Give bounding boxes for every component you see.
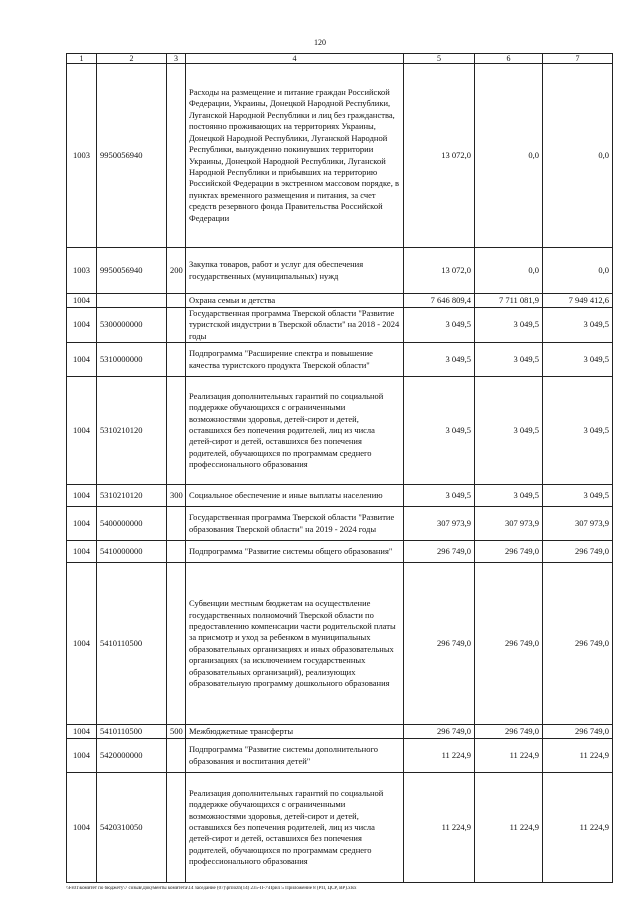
amount-col6-cell: 296 749,0 xyxy=(475,725,543,739)
description-cell: Подпрограмма "Расширение спектра и повышение качества туристского продукта Тверской области" xyxy=(186,343,404,377)
amount-col6-cell: 11 224,9 xyxy=(475,773,543,883)
section-cell: 1004 xyxy=(67,343,97,377)
description-cell: Социальное обеспечение и иные выплаты населению xyxy=(186,485,404,507)
section-cell: 1004 xyxy=(67,773,97,883)
target-code-cell: 5310210120 xyxy=(97,485,167,507)
amount-col6-cell: 307 973,9 xyxy=(475,507,543,541)
description-cell: Охрана семьи и детства xyxy=(186,294,404,308)
target-code-cell xyxy=(97,294,167,308)
amount-col5-cell: 13 072,0 xyxy=(404,248,475,294)
description-cell: Реализация дополнительных гарантий по социальной поддержке обучающихся с ограниченными возможностями здоровья, детей-сирот и детей, оставшихся без попечения родителей, лиц из числа детей-сирот и детей, оставшихся без попечения родителей, обучающихся по программам среднего профессионального образования xyxy=(186,773,404,883)
amount-col5-cell: 11 224,9 xyxy=(404,773,475,883)
amount-col7-cell: 296 749,0 xyxy=(543,541,613,563)
section-cell: 1004 xyxy=(67,294,97,308)
expense-type-cell xyxy=(167,377,186,485)
description-cell: Реализация дополнительных гарантий по социальной поддержке обучающихся с ограниченными возможностями здоровья, детей-сирот и детей, оставшихся без попечения родителей, лиц из числа детей-сирот и детей, оставшихся без попечения родителей, обучающихся по программам среднего профессионального образования xyxy=(186,377,404,485)
description-cell: Межбюджетные трансферты xyxy=(186,725,404,739)
target-code-cell: 5310210120 xyxy=(97,377,167,485)
column-number: 7 xyxy=(543,54,613,64)
target-code-cell: 5400000000 xyxy=(97,507,167,541)
expense-type-cell xyxy=(167,64,186,248)
target-code-cell: 5420000000 xyxy=(97,739,167,773)
amount-col6-cell: 7 711 081,9 xyxy=(475,294,543,308)
target-code-cell: 5410000000 xyxy=(97,541,167,563)
amount-col7-cell: 3 049,5 xyxy=(543,308,613,343)
section-cell: 1003 xyxy=(67,248,97,294)
column-number: 5 xyxy=(404,54,475,64)
description-cell: Государственная программа Тверской области "Развитие туристской индустрии в Тверской области" на 2018 - 2024 годы xyxy=(186,308,404,343)
expense-type-cell xyxy=(167,308,186,343)
amount-col6-cell: 0,0 xyxy=(475,248,543,294)
description-cell: Государственная программа Тверской области "Развитие образования Тверской области" на 2019 - 2024 годы xyxy=(186,507,404,541)
amount-col7-cell: 11 224,9 xyxy=(543,773,613,883)
amount-col7-cell: 3 049,5 xyxy=(543,485,613,507)
amount-col5-cell: 7 646 809,4 xyxy=(404,294,475,308)
amount-col7-cell: 11 224,9 xyxy=(543,739,613,773)
amount-col7-cell: 0,0 xyxy=(543,248,613,294)
column-number: 1 xyxy=(67,54,97,64)
expense-type-cell: 500 xyxy=(167,725,186,739)
amount-col5-cell: 3 049,5 xyxy=(404,343,475,377)
amount-col6-cell: 0,0 xyxy=(475,64,543,248)
target-code-cell: 5410110500 xyxy=(97,725,167,739)
amount-col6-cell: 3 049,5 xyxy=(475,308,543,343)
table-row xyxy=(67,377,613,485)
budget-table xyxy=(66,53,613,883)
amount-col5-cell: 296 749,0 xyxy=(404,725,475,739)
amount-col7-cell: 296 749,0 xyxy=(543,563,613,725)
target-code-cell: 9950056940 xyxy=(97,248,167,294)
target-code-cell: 9950056940 xyxy=(97,64,167,248)
amount-col5-cell: 3 049,5 xyxy=(404,308,475,343)
amount-col6-cell: 3 049,5 xyxy=(475,377,543,485)
column-number: 6 xyxy=(475,54,543,64)
amount-col7-cell: 296 749,0 xyxy=(543,725,613,739)
amount-col5-cell: 296 749,0 xyxy=(404,541,475,563)
amount-col6-cell: 296 749,0 xyxy=(475,563,543,725)
table-row xyxy=(67,507,613,541)
amount-col5-cell: 296 749,0 xyxy=(404,563,475,725)
section-cell: 1004 xyxy=(67,377,97,485)
amount-col6-cell: 3 049,5 xyxy=(475,343,543,377)
amount-col5-cell: 11 224,9 xyxy=(404,739,475,773)
expense-type-cell xyxy=(167,507,186,541)
expense-type-cell xyxy=(167,343,186,377)
amount-col7-cell: 3 049,5 xyxy=(543,343,613,377)
expense-type-cell: 200 xyxy=(167,248,186,294)
table-row xyxy=(67,485,613,507)
target-code-cell: 5410110500 xyxy=(97,563,167,725)
amount-col6-cell: 11 224,9 xyxy=(475,739,543,773)
section-cell: 1004 xyxy=(67,485,97,507)
amount-col7-cell: 7 949 412,6 xyxy=(543,294,613,308)
description-cell: Субвенции местным бюджетам на осуществление государственных полномочий Тверской области по предоставлению компенсации части родительской платы за присмотр и уход за ребенком в муниципальных образовательных организациях и иных образовательных организациях (за исключением государственных образовательных организаций), реализующих образовательную программу дошкольного образования xyxy=(186,563,404,725)
section-cell: 1004 xyxy=(67,739,97,773)
expense-type-cell xyxy=(167,294,186,308)
amount-col7-cell: 3 049,5 xyxy=(543,377,613,485)
section-cell: 1004 xyxy=(67,725,97,739)
amount-col5-cell: 3 049,5 xyxy=(404,485,475,507)
expense-type-cell xyxy=(167,563,186,725)
table-row xyxy=(67,541,613,563)
description-cell: Расходы на размещение и питание граждан Российской Федерации, Украины, Донецкой Народной Республики, Луганской Народной Республики и лиц без гражданства, постоянно проживающих на территориях Украины, Донецкой Народной Республики, Луганской Народной Республики, вынужденно покинувших территории Украины, Донецкой Народной Республики, Луганской Народной Республики и прибывших на территорию Российской Федерации в экстренном массовом порядке, в пунктах временного размещения и питания, за счет средств резервного фонда Правительства Российской Федерации xyxy=(186,64,404,248)
table-row xyxy=(67,248,613,294)
column-number-row xyxy=(67,54,613,64)
table-row xyxy=(67,64,613,248)
section-cell: 1004 xyxy=(67,507,97,541)
expense-type-cell xyxy=(167,541,186,563)
description-cell: Подпрограмма "Развитие системы общего образования" xyxy=(186,541,404,563)
target-code-cell: 5310000000 xyxy=(97,343,167,377)
description-cell: Подпрограмма "Развитие системы дополнительного образования и воспитания детей" xyxy=(186,739,404,773)
column-number: 4 xyxy=(186,54,404,64)
section-cell: 1003 xyxy=(67,64,97,248)
amount-col7-cell: 307 973,9 xyxy=(543,507,613,541)
expense-type-cell xyxy=(167,739,186,773)
page-number: 120 xyxy=(314,38,326,47)
expense-type-cell: 300 xyxy=(167,485,186,507)
table-row xyxy=(67,308,613,343)
amount-col5-cell: 307 973,9 xyxy=(404,507,475,541)
table-row xyxy=(67,773,613,883)
description-cell: Закупка товаров, работ и услуг для обеспечения государственных (муниципальных) нужд xyxy=(186,248,404,294)
target-code-cell: 5300000000 xyxy=(97,308,167,343)
section-cell: 1004 xyxy=(67,308,97,343)
column-number: 3 xyxy=(167,54,186,64)
table-row xyxy=(67,739,613,773)
amount-col5-cell: 3 049,5 xyxy=(404,377,475,485)
expense-type-cell xyxy=(167,773,186,883)
amount-col6-cell: 296 749,0 xyxy=(475,541,543,563)
amount-col5-cell: 13 072,0 xyxy=(404,64,475,248)
section-cell: 1004 xyxy=(67,541,97,563)
amount-col7-cell: 0,0 xyxy=(543,64,613,248)
file-path-footer: \\Fs01\комитет по бюджету\7 созыв\Документы комитета\14 заседание (07)\prilozh(14) 235-П-7\Прил 5 Приложение 8 (РП, ЦСР, ВР).xlsx xyxy=(66,886,357,891)
column-number: 2 xyxy=(97,54,167,64)
table-row xyxy=(67,563,613,725)
section-cell: 1004 xyxy=(67,563,97,725)
target-code-cell: 5420310050 xyxy=(97,773,167,883)
table-row xyxy=(67,725,613,739)
table-row xyxy=(67,343,613,377)
amount-col6-cell: 3 049,5 xyxy=(475,485,543,507)
table-row xyxy=(67,294,613,308)
